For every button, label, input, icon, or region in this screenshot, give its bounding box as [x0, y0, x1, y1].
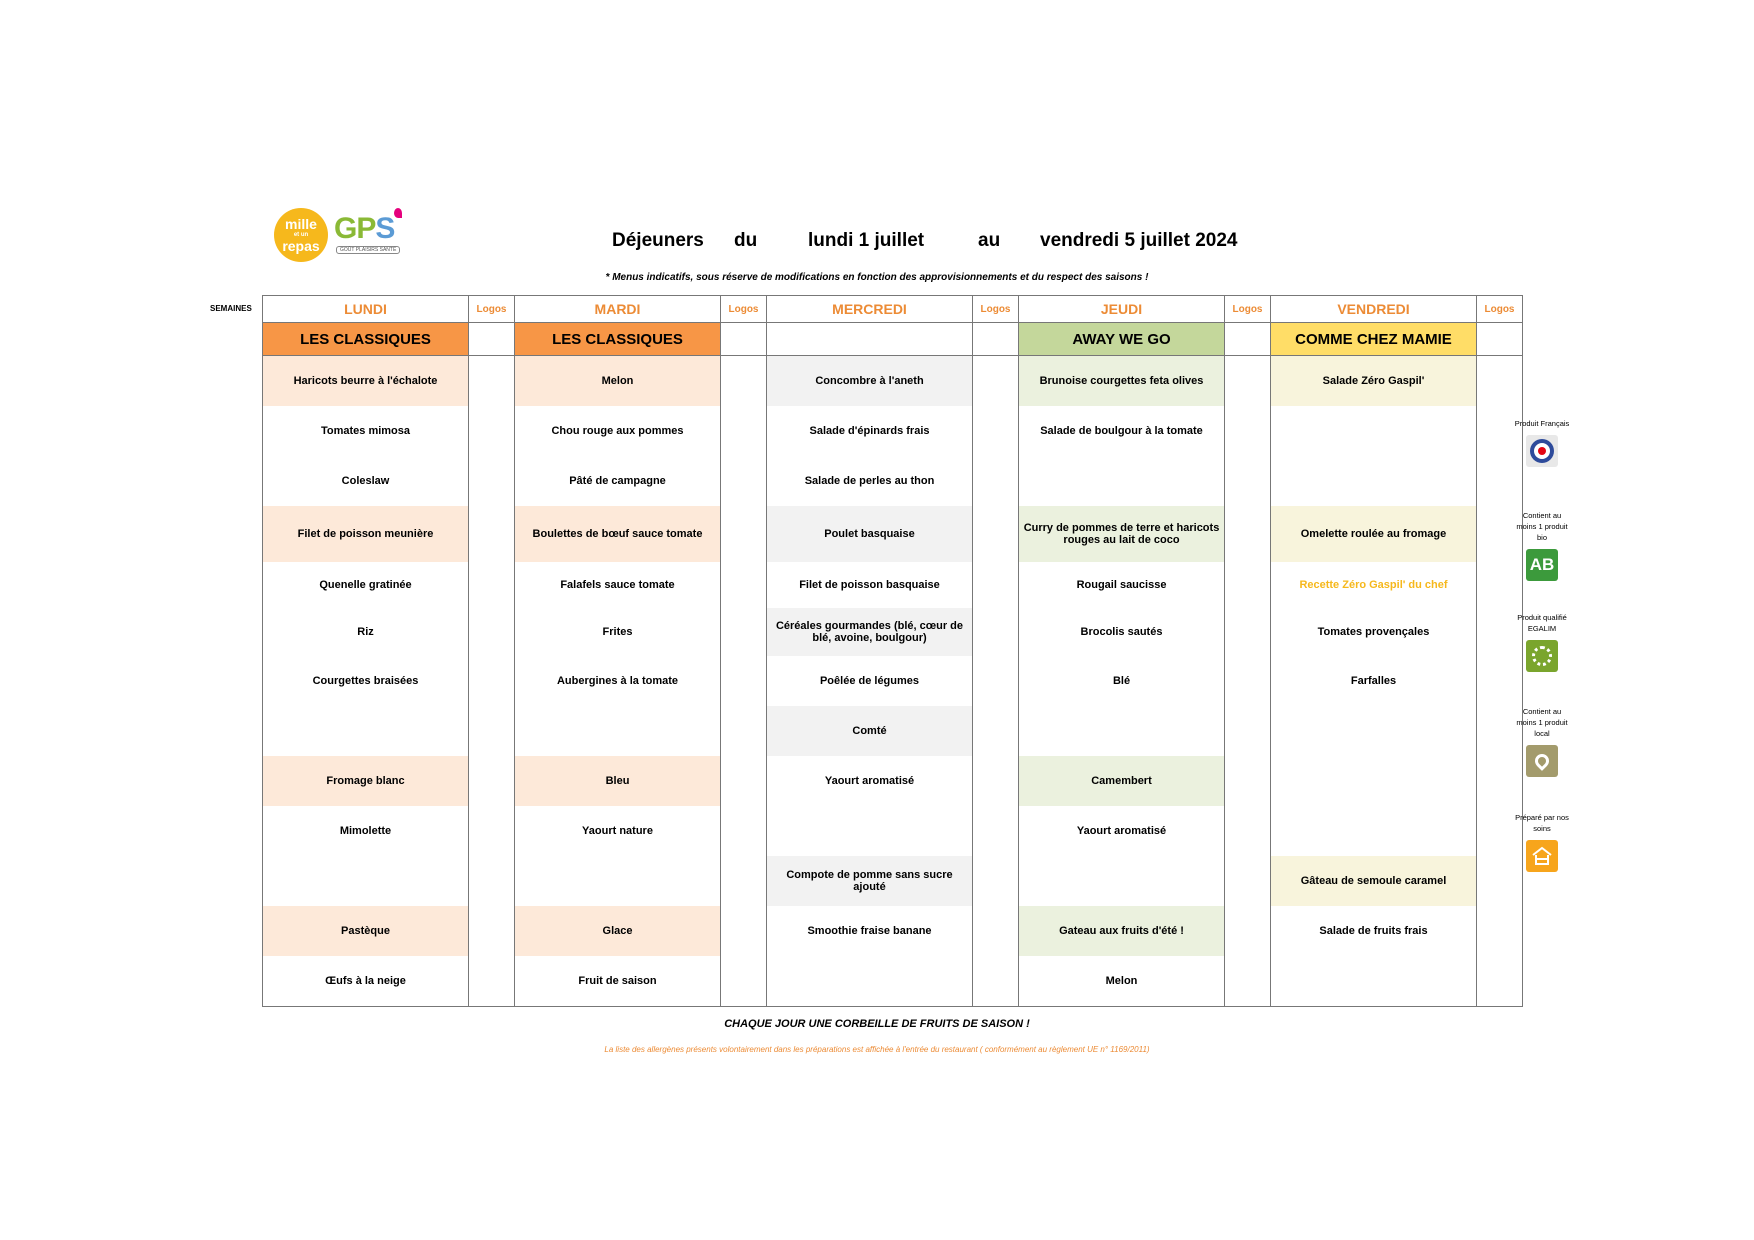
dish-lundi: Haricots beurre à l'échalote — [263, 356, 469, 407]
dish-mercredi: Comté — [767, 706, 973, 756]
logos-cell — [1477, 956, 1523, 1007]
dish-mardi: Pâté de campagne — [515, 456, 721, 506]
dish-jeudi: Gateau aux fruits d'été ! — [1019, 906, 1225, 956]
dish-lundi: Œufs à la neige — [263, 956, 469, 1007]
theme-lundi: LES CLASSIQUES — [263, 323, 469, 356]
logos-cell — [469, 406, 515, 456]
title-start-date: lundi 1 juillet — [808, 230, 925, 251]
dish-mercredi: Poêlée de légumes — [767, 656, 973, 706]
disclaimer-note: * Menus indicatifs, sous réserve de modifications en fonction des approvisionnements et du respect des saisons ! — [605, 272, 1149, 283]
mille-et-un-repas-logo: mille et un repas — [274, 208, 328, 262]
dish-mardi — [515, 706, 721, 756]
logos-cell — [721, 806, 767, 856]
menu-row — [263, 756, 1523, 806]
logos-cell — [721, 456, 767, 506]
dish-mercredi: Filet de poisson basquaise — [767, 562, 973, 608]
dish-jeudi: Blé — [1019, 656, 1225, 706]
dish-jeudi: Yaourt aromatisé — [1019, 806, 1225, 856]
dish-mercredi: Concombre à l'aneth — [767, 356, 973, 407]
logos-cell — [973, 406, 1019, 456]
dish-jeudi: Brocolis sautés — [1019, 608, 1225, 656]
logos-cell — [973, 608, 1019, 656]
logos-cell — [469, 456, 515, 506]
logos-cell — [469, 506, 515, 562]
dish-jeudi: Salade de boulgour à la tomate — [1019, 406, 1225, 456]
day-header-mercredi: MERCREDI — [767, 296, 973, 323]
dish-lundi: Coleslaw — [263, 456, 469, 506]
logos-cell — [973, 706, 1019, 756]
french-flag-icon — [1526, 435, 1558, 467]
dish-jeudi: Curry de pommes de terre et haricots rouges au lait de coco — [1019, 506, 1225, 562]
logos-cell — [973, 506, 1019, 562]
dish-mardi: Boulettes de bœuf sauce tomate — [515, 506, 721, 562]
legend-egalim: Produit qualifié EGALIM — [1512, 612, 1572, 672]
dish-lundi — [263, 706, 469, 756]
egalim-icon — [1526, 640, 1558, 672]
menu-row — [263, 356, 1523, 407]
dish-vendredi: Farfalles — [1271, 656, 1477, 706]
logos-cell — [973, 456, 1019, 506]
logos-header: Logos — [721, 296, 767, 323]
dish-mardi: Falafels sauce tomate — [515, 562, 721, 608]
logos-cell — [721, 506, 767, 562]
logos-cell — [1225, 406, 1271, 456]
logos-cell — [721, 756, 767, 806]
dish-mercredi: Salade de perles au thon — [767, 456, 973, 506]
logos-cell — [469, 356, 515, 407]
logos-cell — [1477, 906, 1523, 956]
logos-cell — [1225, 608, 1271, 656]
logos-cell — [469, 756, 515, 806]
dish-lundi: Courgettes braisées — [263, 656, 469, 706]
dish-mercredi: Smoothie fraise banane — [767, 906, 973, 956]
logos-cell — [469, 906, 515, 956]
logos-cell — [1225, 856, 1271, 906]
menu-row — [263, 608, 1523, 656]
dish-lundi: Fromage blanc — [263, 756, 469, 806]
logos-cell — [1225, 656, 1271, 706]
logos-cell — [1225, 706, 1271, 756]
logos-cell — [973, 856, 1019, 906]
location-pin-icon — [1526, 745, 1558, 777]
dish-mardi: Yaourt nature — [515, 806, 721, 856]
day-header-row — [263, 296, 1523, 323]
dish-mardi: Aubergines à la tomate — [515, 656, 721, 706]
logos-cell — [721, 956, 767, 1007]
dish-mercredi: Compote de pomme sans sucre ajouté — [767, 856, 973, 906]
menu-row — [263, 906, 1523, 956]
theme-mardi: LES CLASSIQUES — [515, 323, 721, 356]
theme-mercredi — [767, 323, 973, 356]
title-dejeuners: Déjeuners — [612, 230, 704, 251]
logos-cell — [721, 856, 767, 906]
logos-cell — [721, 356, 767, 407]
logos-cell — [721, 562, 767, 608]
logos-cell — [469, 806, 515, 856]
theme-row — [263, 323, 1523, 356]
logos-header: Logos — [1225, 296, 1271, 323]
logos-cell — [721, 656, 767, 706]
logos-cell — [469, 706, 515, 756]
dish-mardi — [515, 856, 721, 906]
logos-cell — [1225, 456, 1271, 506]
dish-mardi: Chou rouge aux pommes — [515, 406, 721, 456]
logos-cell — [973, 323, 1019, 356]
legend-homemade: Préparé par nos soins — [1512, 812, 1572, 872]
dish-mardi: Bleu — [515, 756, 721, 806]
menu-row — [263, 456, 1523, 506]
title-du: du — [734, 230, 758, 251]
dish-lundi: Quenelle gratinée — [263, 562, 469, 608]
dish-vendredi — [1271, 806, 1477, 856]
dish-vendredi: Salade Zéro Gaspil' — [1271, 356, 1477, 407]
logos-cell — [721, 906, 767, 956]
logos-cell — [1225, 506, 1271, 562]
day-header-lundi: LUNDI — [263, 296, 469, 323]
dish-jeudi: Melon — [1019, 956, 1225, 1007]
logos-cell — [1225, 806, 1271, 856]
dish-mercredi — [767, 956, 973, 1007]
logos-cell — [973, 356, 1019, 407]
dish-mercredi — [767, 806, 973, 856]
gps-dot-icon — [394, 208, 402, 218]
logos-cell — [469, 608, 515, 656]
dish-vendredi — [1271, 756, 1477, 806]
logos-cell — [1225, 562, 1271, 608]
day-header-vendredi: VENDREDI — [1271, 296, 1477, 323]
menu-row — [263, 706, 1523, 756]
logos-cell — [1477, 323, 1523, 356]
logos-cell — [721, 608, 767, 656]
semaines-label: SEMAINES — [210, 304, 252, 313]
dish-jeudi: Camembert — [1019, 756, 1225, 806]
dish-mercredi: Salade d'épinards frais — [767, 406, 973, 456]
footer-allergens-note: La liste des allergènes présents volontairement dans les préparations est affichée à l'entrée du restaurant ( conformément au règlement UE n° 1169/2011) — [604, 1045, 1150, 1054]
logos-cell — [469, 856, 515, 906]
dish-vendredi: Salade de fruits frais — [1271, 906, 1477, 956]
menu-row — [263, 956, 1523, 1007]
logos-cell — [1477, 356, 1523, 407]
logos-cell — [973, 562, 1019, 608]
menu-row — [263, 506, 1523, 562]
dish-mardi: Glace — [515, 906, 721, 956]
dish-jeudi — [1019, 856, 1225, 906]
menu-row — [263, 562, 1523, 608]
dish-vendredi — [1271, 406, 1477, 456]
legend-french: Produit Français — [1512, 418, 1572, 467]
dish-jeudi — [1019, 706, 1225, 756]
title-au: au — [978, 230, 1001, 251]
logos-cell — [973, 756, 1019, 806]
dish-lundi — [263, 856, 469, 906]
logos-header: Logos — [973, 296, 1019, 323]
day-header-jeudi: JEUDI — [1019, 296, 1225, 323]
dish-vendredi — [1271, 456, 1477, 506]
gps-logo: GPS GOÛT PLAISIRS SANTÉ — [334, 208, 406, 256]
menu-row — [263, 806, 1523, 856]
legend-local: Contient au moins 1 produit local — [1512, 706, 1572, 777]
dish-lundi: Riz — [263, 608, 469, 656]
logos-header: Logos — [469, 296, 515, 323]
menu-row — [263, 656, 1523, 706]
logos-cell — [721, 706, 767, 756]
logos-cell — [721, 406, 767, 456]
title-end-date: vendredi 5 juillet 2024 — [1040, 230, 1238, 251]
menu-row — [263, 406, 1523, 456]
menu-table — [262, 295, 1523, 1007]
logos-cell — [1225, 956, 1271, 1007]
logos-cell — [1225, 323, 1271, 356]
logos-cell — [1225, 906, 1271, 956]
dish-mercredi: Yaourt aromatisé — [767, 756, 973, 806]
dish-lundi: Pastèque — [263, 906, 469, 956]
logos-cell — [469, 656, 515, 706]
dish-mardi: Fruit de saison — [515, 956, 721, 1007]
footer-fruits-note: CHAQUE JOUR UNE CORBEILLE DE FRUITS DE SAISON ! — [724, 1018, 1030, 1030]
dish-mercredi: Céréales gourmandes (blé, cœur de blé, avoine, boulgour) — [767, 608, 973, 656]
legend-bio: Contient au moins 1 produit bio AB — [1512, 510, 1572, 581]
logos-cell — [1225, 756, 1271, 806]
dish-lundi: Mimolette — [263, 806, 469, 856]
house-icon — [1526, 840, 1558, 872]
dish-vendredi — [1271, 956, 1477, 1007]
dish-lundi: Tomates mimosa — [263, 406, 469, 456]
dish-vendredi: Omelette roulée au fromage — [1271, 506, 1477, 562]
logos-header: Logos — [1477, 296, 1523, 323]
logos-cell — [469, 562, 515, 608]
dish-vendredi — [1271, 706, 1477, 756]
logos-cell — [1225, 356, 1271, 407]
logos-cell — [973, 956, 1019, 1007]
dish-vendredi: Recette Zéro Gaspil' du chef — [1271, 562, 1477, 608]
theme-vendredi: COMME CHEZ MAMIE — [1271, 323, 1477, 356]
ab-bio-icon: AB — [1526, 549, 1558, 581]
dish-mercredi: Poulet basquaise — [767, 506, 973, 562]
logos-cell — [469, 323, 515, 356]
menu-row — [263, 856, 1523, 906]
logos-cell — [721, 323, 767, 356]
logos-cell — [973, 806, 1019, 856]
logos-cell — [973, 656, 1019, 706]
dish-lundi: Filet de poisson meunière — [263, 506, 469, 562]
day-header-mardi: MARDI — [515, 296, 721, 323]
logos-cell — [973, 906, 1019, 956]
dish-mardi: Melon — [515, 356, 721, 407]
theme-jeudi: AWAY WE GO — [1019, 323, 1225, 356]
dish-jeudi: Rougail saucisse — [1019, 562, 1225, 608]
dish-mardi: Frites — [515, 608, 721, 656]
dish-jeudi — [1019, 456, 1225, 506]
dish-vendredi: Tomates provençales — [1271, 608, 1477, 656]
dish-jeudi: Brunoise courgettes feta olives — [1019, 356, 1225, 407]
logos-cell — [469, 956, 515, 1007]
dish-vendredi: Gâteau de semoule caramel — [1271, 856, 1477, 906]
